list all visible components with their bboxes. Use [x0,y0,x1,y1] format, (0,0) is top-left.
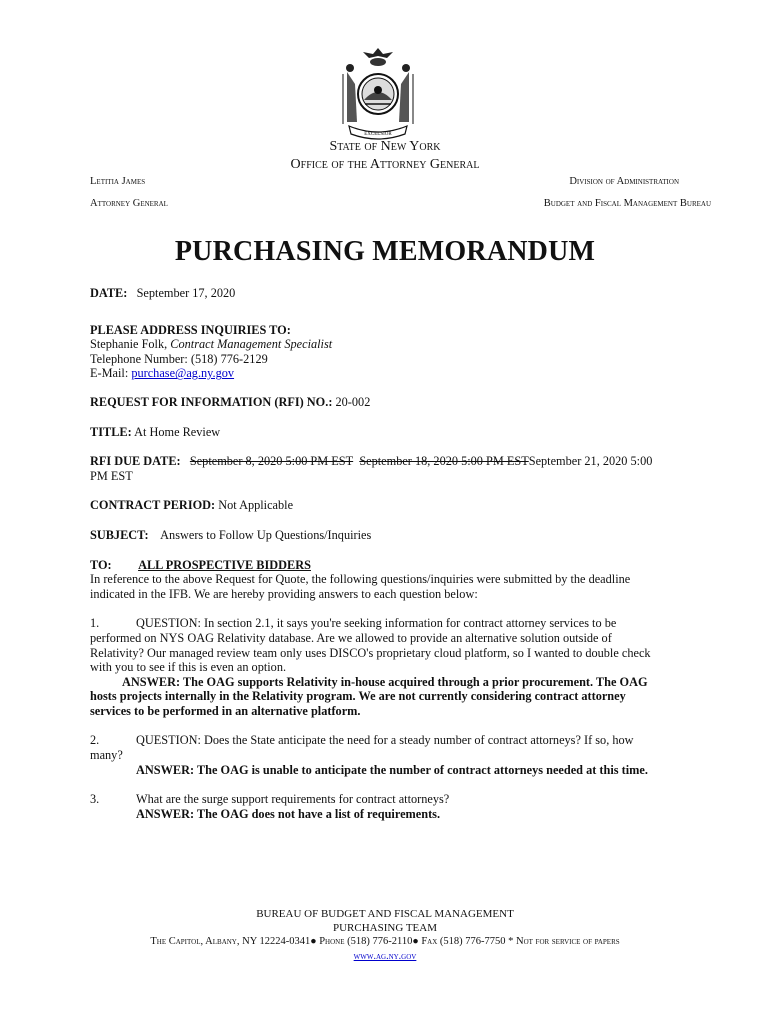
question-line: Relativity? Our managed review team only uses DISCO's proprietary cloud platform, so I wanted to double check [90,645,651,660]
seal-banner: EXCELSIOR [364,132,392,137]
answer-line: ANSWER: The OAG does not have a list of requirements. [136,806,441,821]
qa-item [90,733,690,777]
memo-title: PURCHASING MEMORANDUM [174,236,596,267]
footer-team: PURCHASING TEAM [332,922,437,934]
to-value: ALL PROSPECTIVE BIDDERS [138,557,311,572]
title-value: At Home Review [134,424,221,439]
question-number: 1. [90,616,100,631]
subject-label: SUBJECT: [90,527,149,542]
answer-line: ANSWER: The OAG is unable to anticipate the number of contract attorneys needed at this time. [136,762,648,777]
question-line: performed on NYS OAG Relativity database. Are we allowed to provide an alternative solution outside of [90,630,612,645]
answer-line: hosts projects internally in the Relativity program. We are not currently considering contract attorney [90,689,626,704]
to-label: TO: [90,557,112,572]
answer-line: services to be performed in an alternative platform. [90,703,361,718]
question-text: QUESTION: In section 2.1, it says you're seeking information for contract attorney services to be [136,616,617,631]
question-line: with you to see if this is even an option. [90,660,287,675]
email-label: E-Mail: [90,366,129,381]
subject-value: Answers to Follow Up Questions/Inquiries [160,527,372,542]
qa-list [90,616,690,821]
footer-website-link[interactable]: www.ag.ny.gov [353,951,417,962]
telephone: Telephone Number: (518) 776-2129 [90,351,268,366]
period-value: Not Applicable [218,498,294,513]
due-struck-1: September 8, 2020 5:00 PM EST [189,454,354,469]
question-text: What are the surge support requirements for contract attorneys? [136,792,450,807]
title-label: TITLE: [90,424,132,439]
division-name: Division of Administration [569,176,679,187]
intro-line-2: indicated in the IFB. We are hereby providing answers to each question below: [90,586,478,601]
due-value: September 21, 2020 5:00 [528,454,653,469]
due-struck-2: September 18, 2020 5:00 PM EST [359,454,529,469]
answer-line: ANSWER: The OAG supports Relativity in-house acquired through a prior procurement. The OAG [122,674,648,689]
question-line [90,616,690,631]
state-heading: State of New York [329,139,441,154]
qa-item [90,616,690,718]
title-line [90,425,690,440]
subject-line [90,528,690,543]
contact-role: Contract Management Specialist [170,337,333,352]
attorney-general-title: Attorney General [90,198,168,209]
question-text: QUESTION: Does the State anticipate the need for a steady number of contract attorneys? If so, how [136,733,634,748]
rfi-label: REQUEST FOR INFORMATION (RFI) NO.: [90,394,333,409]
question-number: 3. [90,792,100,807]
rfi-line [90,395,690,410]
contact-name: Stephanie Folk, [90,337,168,352]
question-line [90,792,690,807]
due-date-block [90,454,690,483]
office-heading: Office of the Attorney General [290,157,480,172]
question-line: many? [90,748,123,763]
period-line [90,498,690,513]
date-label: DATE: [90,286,128,300]
date-line [90,286,690,301]
bureau-name: Budget and Fiscal Management Bureau [543,198,711,209]
attorney-general-name: Letitia James [90,176,146,187]
question-line [90,733,690,748]
period-label: CONTRACT PERIOD: [90,498,216,513]
to-line [90,558,690,573]
inquiries-block [90,323,690,381]
footer-bureau: BUREAU OF BUDGET AND FISCAL MANAGEMENT [256,908,514,920]
qa-item [90,792,690,821]
footer-address: The Capitol, Albany, NY 12224-0341● Phone (518) 776-2110● Fax (518) 776-7750 * Not for service of papers [150,936,620,947]
inquiries-label: PLEASE ADDRESS INQUIRIES TO: [90,322,291,337]
due-value-cont: PM EST [90,468,133,483]
rfi-value: 20-002 [335,394,371,409]
new-york-state-seal [333,44,423,142]
due-label: RFI DUE DATE: [90,454,181,469]
email-link[interactable]: purchase@ag.ny.gov [131,366,235,381]
intro-line-1: In reference to the above Request for Quote, the following questions/inquiries were submitted by the deadline [90,572,631,587]
question-number: 2. [90,733,100,748]
memo-body [90,286,690,836]
date-value: September 17, 2020 [136,286,236,300]
